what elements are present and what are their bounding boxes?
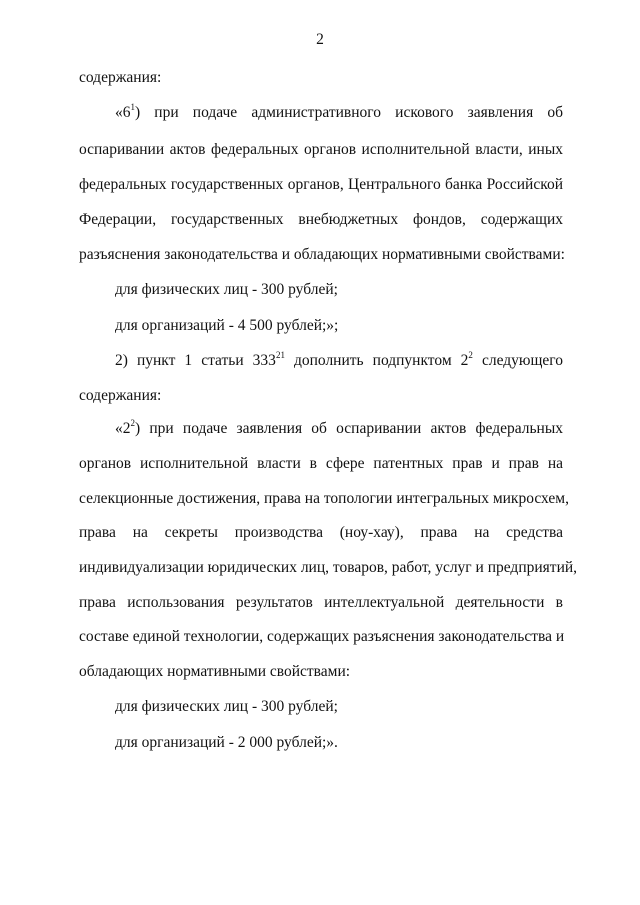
text: индивидуализации юридических лиц, товаров, работ, услуг и предприятий, — [79, 559, 578, 576]
text: разъяснения законодательства и обладающих нормативными свойствами: — [79, 246, 565, 263]
text-line — [79, 68, 563, 88]
text: ) при подаче заявления об оспаривании актов федеральных — [135, 420, 563, 437]
text: оспаривании актов федеральных органов исполнительной власти, иных — [79, 141, 563, 158]
text-line — [79, 558, 578, 578]
superscript: 1 — [130, 101, 135, 112]
text: права на секреты производства (ноу-хау), права на средства — [79, 524, 563, 541]
text: следующего — [472, 352, 563, 369]
text-line — [115, 316, 563, 336]
text: составе единой технологии, содержащих разъяснения законодательства и — [79, 628, 565, 645]
text-line — [79, 210, 563, 230]
text: селекционные достижения, права на топологии интегральных микросхем, — [79, 490, 569, 507]
text-line — [79, 523, 563, 543]
text: для физических лиц - 300 рублей; — [115, 281, 338, 298]
text: содержания: — [79, 387, 162, 404]
text-line — [79, 175, 563, 195]
superscript: 2 — [468, 349, 473, 360]
text-line — [115, 733, 563, 753]
text: Федерации, государственных внебюджетных фондов, содержащих — [79, 211, 563, 228]
text: для организаций - 4 500 рублей;»; — [115, 317, 339, 334]
text-line — [79, 662, 563, 682]
text: органов исполнительной власти в сфере патентных прав и прав на — [79, 455, 563, 472]
text: «2 — [115, 420, 131, 437]
text: для физических лиц - 300 рублей; — [115, 698, 338, 715]
text-line — [79, 140, 563, 160]
superscript: 21 — [275, 349, 285, 360]
text-line — [115, 280, 563, 300]
text: 2) пункт 1 статьи 333 — [115, 352, 276, 369]
text-line — [115, 103, 563, 123]
text-line — [79, 386, 563, 406]
text: федеральных государственных органов, Центрального банка Российской — [79, 176, 563, 193]
text-line — [115, 419, 563, 439]
text: ) при подаче административного искового заявления об — [135, 104, 563, 121]
superscript: 2 — [130, 417, 135, 428]
text-line — [115, 351, 563, 371]
page-number: 2 — [316, 31, 324, 48]
text: обладающих нормативными свойствами: — [79, 663, 351, 680]
text: «6 — [115, 104, 131, 121]
text: права использования результатов интеллектуальной деятельности в — [79, 594, 563, 611]
text-line — [79, 593, 563, 613]
text-line — [115, 697, 563, 717]
text-line — [79, 627, 563, 647]
text: дополнить подпунктом 2 — [284, 352, 469, 369]
text: содержания: — [79, 69, 162, 86]
text-line — [79, 245, 563, 265]
text-line — [79, 454, 563, 474]
text: для организаций - 2 000 рублей;». — [115, 734, 338, 751]
text-line — [79, 489, 569, 509]
